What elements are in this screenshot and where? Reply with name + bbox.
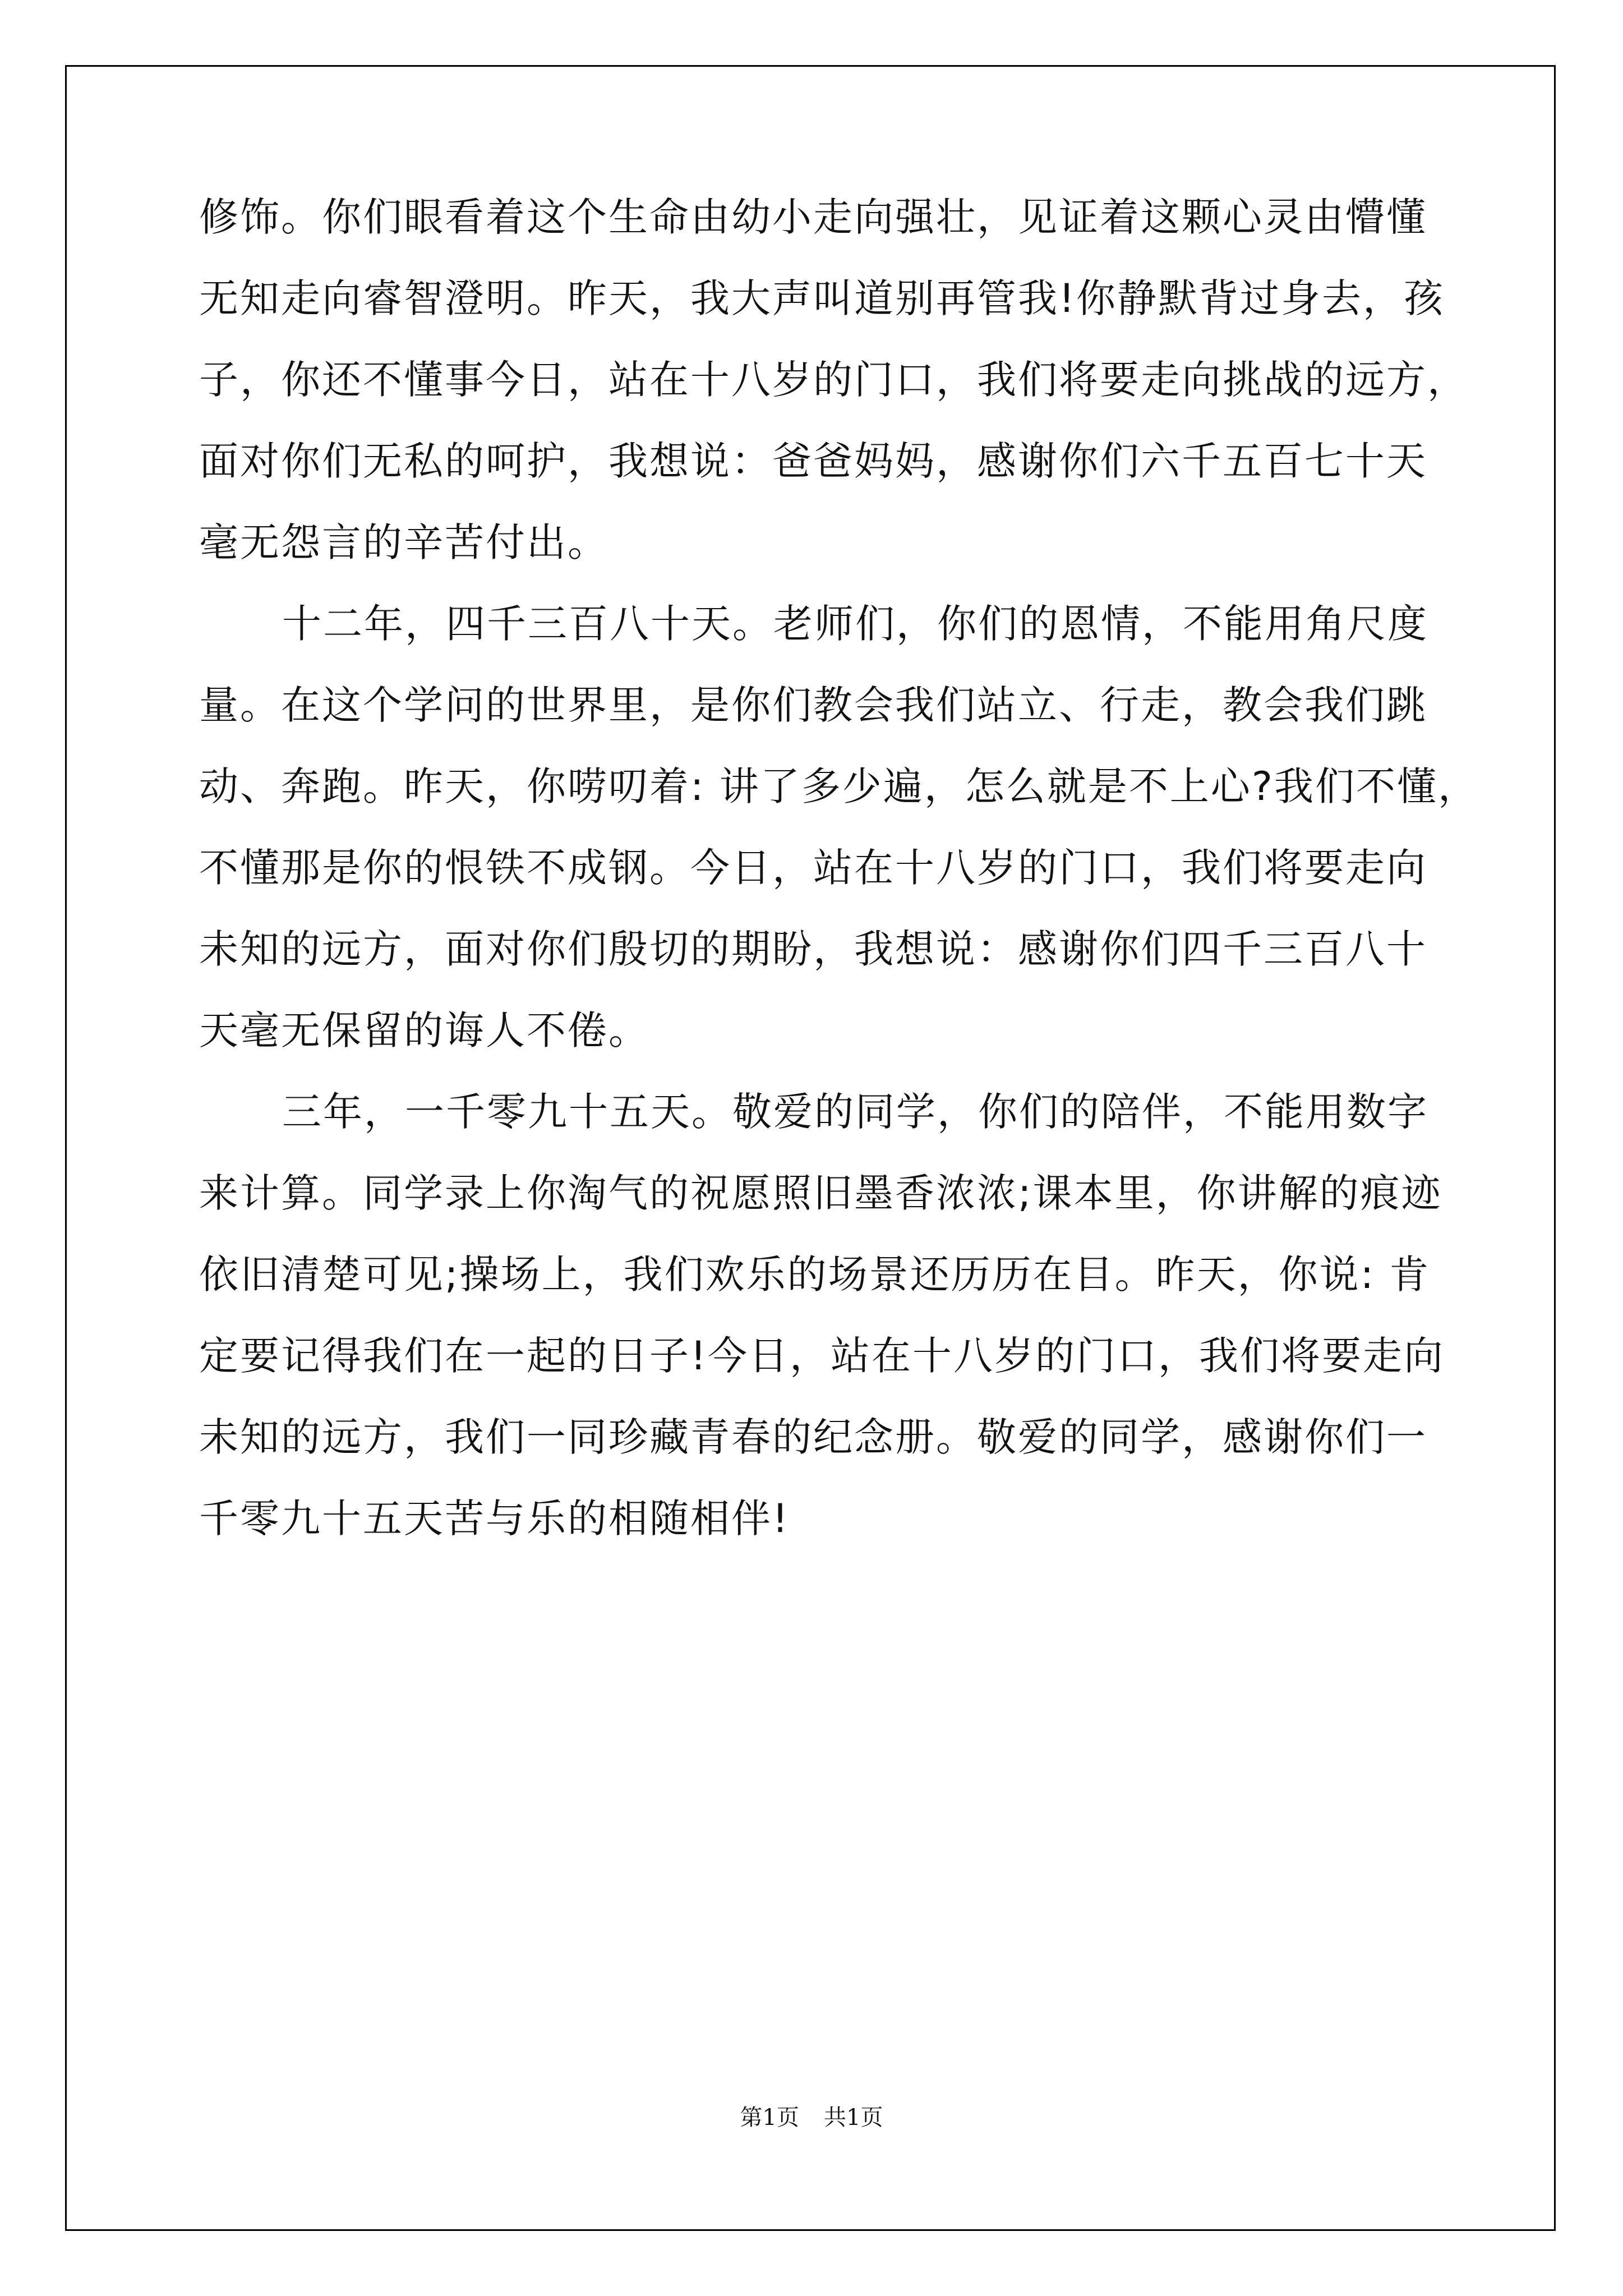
text-line: 天毫无保留的诲人不倦。 [199, 1007, 649, 1053]
page-total: 共1页 [824, 2105, 883, 2131]
text-line: 依旧清楚可见;操场上，我们欢乐的场景还历历在目。昨天，你说: 肯 [199, 1251, 1431, 1297]
text-line: 量。在这个学问的世界里，是你们教会我们站立、行走，教会我们跳 [199, 682, 1427, 728]
page-number: 第1页 [740, 2105, 799, 2131]
text-line: 动、奔跑。昨天，你唠叨着: 讲了多少遍，怎么就是不上心?我们不懂， [199, 763, 1479, 809]
text-line: 未知的远方，我们一同珍藏青春的纪念册。敬爱的同学，感谢你们一 [199, 1414, 1427, 1460]
text-line: 来计算。同学录上你淘气的祝愿照旧墨香浓浓;课本里，你讲解的痕迹 [199, 1170, 1442, 1216]
text-line: 千零九十五天苦与乐的相随相伴! [199, 1496, 790, 1542]
text-line: 定要记得我们在一起的日子!今日，站在十八岁的门口，我们将要走向 [199, 1333, 1445, 1379]
text-line: 修饰。你们眼看着这个生命由幼小走向强壮，见证着这颗心灵由懵懂 [199, 194, 1427, 240]
text-line: 未知的远方，面对你们殷切的期盼，我想说：感谢你们四千三百八十 [199, 926, 1427, 972]
text-line: 子，你还不懂事今日，站在十八岁的门口，我们将要走向挑战的远方， [199, 357, 1468, 403]
page-footer [0, 2101, 1623, 2134]
text-line: 面对你们无私的呵护，我想说：爸爸妈妈，感谢你们六千五百七十天 [199, 438, 1427, 484]
text-line: 毫无怨言的辛苦付出。 [199, 519, 608, 565]
text-line: 不懂那是你的恨铁不成钢。今日，站在十八岁的门口，我们将要走向 [199, 845, 1427, 891]
text-line: 无知走向睿智澄明。昨天，我大声叫道别再管我!你静默背过身去，孩 [199, 275, 1445, 321]
paragraph-start-line: 三年，一千零九十五天。敬爱的同学，你们的陪伴，不能用数字 [282, 1089, 1428, 1135]
paragraph-start-line: 十二年，四千三百八十天。老师们，你们的恩情，不能用角尺度 [282, 601, 1428, 647]
